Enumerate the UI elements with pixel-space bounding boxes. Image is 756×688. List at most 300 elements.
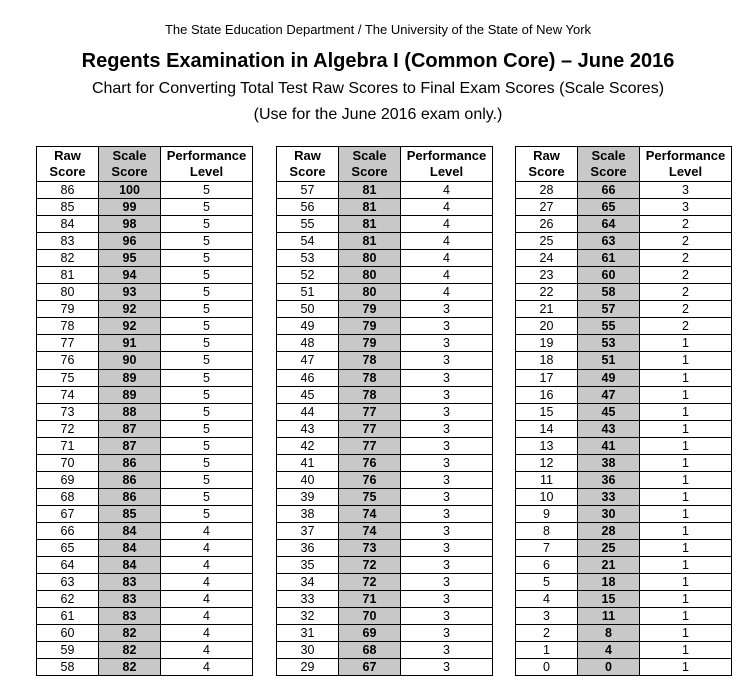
scale-score-cell: 72 [339,574,401,591]
conversion-table-1 [36,146,253,676]
performance-level-cell: 4 [401,284,493,301]
raw-score-cell: 27 [516,199,578,216]
scale-score-cell: 47 [578,386,640,403]
performance-level-cell: 1 [640,574,732,591]
scale-score-cell: 86 [99,488,161,505]
raw-score-cell: 39 [277,488,339,505]
performance-level-header: Performance Level [401,147,493,182]
table-row [277,267,493,284]
raw-score-cell: 78 [37,318,99,335]
raw-score-cell: 5 [516,574,578,591]
performance-level-cell: 5 [161,505,253,522]
table-header-row [516,147,732,182]
table-row [277,182,493,199]
table-row [516,233,732,250]
scale-score-cell: 69 [339,625,401,642]
scale-score-cell: 78 [339,369,401,386]
scale-score-cell: 57 [578,301,640,318]
scale-score-cell: 72 [339,557,401,574]
raw-score-cell: 68 [37,488,99,505]
raw-score-cell: 72 [37,420,99,437]
table-row [516,471,732,488]
table-header-row [277,147,493,182]
table-row [37,199,253,216]
table-row [516,625,732,642]
performance-level-cell: 2 [640,250,732,267]
performance-level-cell: 3 [401,522,493,539]
usage-note: (Use for the June 2016 exam only.) [253,106,503,123]
performance-level-cell: 5 [161,335,253,352]
scale-score-cell: 86 [99,454,161,471]
performance-level-cell: 1 [640,488,732,505]
table-row [516,608,732,625]
table-row [277,557,493,574]
scale-score-cell: 36 [578,471,640,488]
scale-score-cell: 45 [578,403,640,420]
performance-level-cell: 1 [640,659,732,676]
table-row [37,625,253,642]
raw-score-cell: 66 [37,522,99,539]
scale-score-cell: 80 [339,250,401,267]
performance-level-cell: 5 [161,454,253,471]
scale-score-cell: 8 [578,625,640,642]
raw-score-cell: 34 [277,574,339,591]
table-row [37,522,253,539]
performance-level-cell: 3 [401,591,493,608]
performance-level-cell: 3 [401,625,493,642]
scale-score-cell: 85 [99,505,161,522]
table-row [37,437,253,454]
performance-level-cell: 4 [401,216,493,233]
table-row [277,454,493,471]
raw-score-cell: 45 [277,386,339,403]
raw-score-cell: 58 [37,659,99,676]
raw-score-cell: 6 [516,557,578,574]
scale-score-cell: 49 [578,369,640,386]
raw-score-cell: 50 [277,301,339,318]
raw-score-cell: 64 [37,557,99,574]
performance-level-cell: 3 [401,608,493,625]
raw-score-header: Raw Score [37,147,99,182]
scale-score-cell: 79 [339,301,401,318]
performance-level-cell: 1 [640,420,732,437]
scale-score-cell: 87 [99,420,161,437]
table-row [277,216,493,233]
performance-level-cell: 5 [161,301,253,318]
scale-score-cell: 81 [339,216,401,233]
performance-level-header: Performance Level [640,147,732,182]
scale-score-cell: 77 [339,403,401,420]
performance-level-cell: 3 [401,488,493,505]
performance-level-cell: 1 [640,403,732,420]
raw-score-cell: 65 [37,539,99,556]
table-row [277,625,493,642]
raw-score-cell: 83 [37,233,99,250]
performance-level-cell: 4 [401,267,493,284]
performance-level-cell: 4 [401,233,493,250]
table-row [37,352,253,369]
scale-score-cell: 90 [99,352,161,369]
scale-score-cell: 84 [99,557,161,574]
performance-level-cell: 1 [640,522,732,539]
raw-score-cell: 81 [37,267,99,284]
performance-level-cell: 1 [640,386,732,403]
raw-score-cell: 3 [516,608,578,625]
table-row [516,454,732,471]
table-row [37,557,253,574]
raw-score-cell: 49 [277,318,339,335]
performance-level-cell: 3 [401,335,493,352]
raw-score-cell: 26 [516,216,578,233]
raw-score-cell: 24 [516,250,578,267]
raw-score-cell: 77 [37,335,99,352]
raw-score-cell: 69 [37,471,99,488]
scale-score-cell: 43 [578,420,640,437]
raw-score-cell: 11 [516,471,578,488]
scale-score-cell: 76 [339,471,401,488]
table-row [277,233,493,250]
table-row [37,284,253,301]
table-row [277,608,493,625]
table-row [37,608,253,625]
conversion-table-3 [515,146,732,676]
scale-score-cell: 81 [339,233,401,250]
performance-level-cell: 4 [401,199,493,216]
performance-level-cell: 3 [401,318,493,335]
raw-score-cell: 13 [516,437,578,454]
performance-level-cell: 1 [640,642,732,659]
performance-level-cell: 3 [401,437,493,454]
scale-score-cell: 98 [99,216,161,233]
performance-level-cell: 5 [161,182,253,199]
raw-score-cell: 55 [277,216,339,233]
raw-score-cell: 22 [516,284,578,301]
table-row [37,335,253,352]
scale-score-cell: 91 [99,335,161,352]
scale-score-cell: 89 [99,386,161,403]
scale-score-cell: 0 [578,659,640,676]
performance-level-cell: 4 [161,591,253,608]
table-row [516,318,732,335]
scale-score-cell: 99 [99,199,161,216]
table-row [37,574,253,591]
performance-level-cell: 5 [161,284,253,301]
performance-level-cell: 5 [161,233,253,250]
raw-score-cell: 20 [516,318,578,335]
raw-score-cell: 1 [516,642,578,659]
performance-level-cell: 5 [161,403,253,420]
raw-score-cell: 2 [516,625,578,642]
conversion-table-2 [276,146,493,676]
raw-score-cell: 79 [37,301,99,318]
raw-score-cell: 52 [277,267,339,284]
performance-level-cell: 5 [161,318,253,335]
raw-score-cell: 63 [37,574,99,591]
performance-level-cell: 1 [640,369,732,386]
performance-level-cell: 5 [161,488,253,505]
table-row [37,505,253,522]
scale-score-cell: 15 [578,591,640,608]
raw-score-cell: 62 [37,591,99,608]
scale-score-cell: 64 [578,216,640,233]
performance-level-cell: 3 [401,454,493,471]
performance-level-cell: 3 [401,386,493,403]
raw-score-cell: 51 [277,284,339,301]
raw-score-cell: 70 [37,454,99,471]
scale-score-cell: 68 [339,642,401,659]
chart-subtitle: Chart for Converting Total Test Raw Scores to Final Exam Scores (Scale Scores) [91,80,665,97]
table-row [516,284,732,301]
department-heading: The State Education Department / The University of the State of New York [164,22,592,37]
performance-level-cell: 1 [640,505,732,522]
performance-level-header: Performance Level [161,147,253,182]
scale-score-cell: 92 [99,318,161,335]
raw-score-cell: 32 [277,608,339,625]
raw-score-cell: 57 [277,182,339,199]
raw-score-cell: 12 [516,454,578,471]
scale-score-cell: 79 [339,318,401,335]
table-row [277,369,493,386]
performance-level-cell: 5 [161,369,253,386]
table-row [516,301,732,318]
performance-level-cell: 3 [401,574,493,591]
performance-level-cell: 3 [401,539,493,556]
performance-level-cell: 5 [161,250,253,267]
raw-score-cell: 8 [516,522,578,539]
scale-score-cell: 82 [99,659,161,676]
table-row [516,642,732,659]
scale-score-cell: 41 [578,437,640,454]
scale-score-cell: 30 [578,505,640,522]
scale-score-header: Scale Score [339,147,401,182]
performance-level-cell: 3 [401,642,493,659]
performance-level-cell: 3 [401,301,493,318]
table-row [37,250,253,267]
table-row [516,182,732,199]
scale-score-cell: 87 [99,437,161,454]
table-row [37,386,253,403]
performance-level-cell: 2 [640,216,732,233]
table-row [516,386,732,403]
performance-level-cell: 4 [161,642,253,659]
performance-level-cell: 5 [161,352,253,369]
scale-score-cell: 74 [339,505,401,522]
performance-level-cell: 1 [640,539,732,556]
raw-score-cell: 85 [37,199,99,216]
scale-score-cell: 18 [578,574,640,591]
scale-score-cell: 53 [578,335,640,352]
scale-score-cell: 60 [578,267,640,284]
table-row [516,488,732,505]
scale-score-cell: 100 [99,182,161,199]
scale-score-header: Scale Score [99,147,161,182]
scale-score-cell: 81 [339,199,401,216]
raw-score-cell: 59 [37,642,99,659]
raw-score-cell: 61 [37,608,99,625]
performance-level-cell: 3 [401,505,493,522]
scale-score-cell: 25 [578,539,640,556]
table-row [516,659,732,676]
performance-level-cell: 3 [401,352,493,369]
raw-score-cell: 36 [277,539,339,556]
raw-score-cell: 4 [516,591,578,608]
scale-score-cell: 77 [339,437,401,454]
raw-score-cell: 67 [37,505,99,522]
table-row [37,642,253,659]
scale-score-cell: 4 [578,642,640,659]
scale-score-cell: 79 [339,335,401,352]
table-row [277,335,493,352]
scale-score-cell: 82 [99,625,161,642]
scale-score-cell: 80 [339,284,401,301]
scale-score-cell: 55 [578,318,640,335]
scale-score-cell: 61 [578,250,640,267]
raw-score-cell: 48 [277,335,339,352]
raw-score-cell: 46 [277,369,339,386]
raw-score-cell: 15 [516,403,578,420]
raw-score-cell: 25 [516,233,578,250]
performance-level-cell: 1 [640,335,732,352]
raw-score-cell: 29 [277,659,339,676]
raw-score-cell: 53 [277,250,339,267]
table-row [277,522,493,539]
table-row [277,437,493,454]
table-row [37,301,253,318]
table-row [37,659,253,676]
table-row [277,471,493,488]
table-row [516,522,732,539]
scale-score-cell: 67 [339,659,401,676]
table-row [277,318,493,335]
raw-score-cell: 37 [277,522,339,539]
table-row [37,539,253,556]
raw-score-cell: 19 [516,335,578,352]
performance-level-cell: 4 [161,574,253,591]
performance-level-cell: 1 [640,591,732,608]
performance-level-cell: 2 [640,233,732,250]
scale-score-cell: 83 [99,608,161,625]
performance-level-cell: 2 [640,284,732,301]
scale-score-cell: 81 [339,182,401,199]
table-row [277,403,493,420]
table-row [277,539,493,556]
table-row [277,505,493,522]
raw-score-cell: 35 [277,557,339,574]
scale-score-cell: 74 [339,522,401,539]
scale-score-cell: 86 [99,471,161,488]
performance-level-cell: 1 [640,437,732,454]
raw-score-header: Raw Score [277,147,339,182]
raw-score-cell: 73 [37,403,99,420]
table-row [37,369,253,386]
raw-score-cell: 30 [277,642,339,659]
raw-score-cell: 10 [516,488,578,505]
raw-score-cell: 56 [277,199,339,216]
table-row [516,505,732,522]
raw-score-cell: 42 [277,437,339,454]
table-row [516,591,732,608]
table-row [277,199,493,216]
performance-level-cell: 3 [401,420,493,437]
table-row [516,539,732,556]
performance-level-cell: 3 [401,471,493,488]
table-row [516,352,732,369]
performance-level-cell: 1 [640,471,732,488]
performance-level-cell: 4 [161,539,253,556]
scale-score-cell: 94 [99,267,161,284]
scale-score-cell: 33 [578,488,640,505]
table-row [516,369,732,386]
table-row [516,216,732,233]
scale-score-cell: 76 [339,454,401,471]
exam-title: Regents Examination in Algebra I (Common Core) – June 2016 [81,50,675,72]
raw-score-cell: 47 [277,352,339,369]
scale-score-cell: 95 [99,250,161,267]
scale-score-cell: 58 [578,284,640,301]
scale-score-cell: 66 [578,182,640,199]
scale-score-cell: 84 [99,539,161,556]
table-row [37,471,253,488]
raw-score-header: Raw Score [516,147,578,182]
scale-score-cell: 11 [578,608,640,625]
raw-score-cell: 28 [516,182,578,199]
table-row [516,437,732,454]
performance-level-cell: 3 [401,403,493,420]
scale-score-cell: 75 [339,488,401,505]
raw-score-cell: 80 [37,284,99,301]
performance-level-cell: 1 [640,454,732,471]
performance-level-cell: 2 [640,267,732,284]
table-row [516,420,732,437]
table-row [277,301,493,318]
scale-score-cell: 78 [339,386,401,403]
table-row [37,267,253,284]
table-row [37,233,253,250]
performance-level-cell: 3 [640,182,732,199]
table-row [37,591,253,608]
scale-score-cell: 63 [578,233,640,250]
scale-score-cell: 38 [578,454,640,471]
raw-score-cell: 18 [516,352,578,369]
performance-level-cell: 4 [401,182,493,199]
performance-level-cell: 4 [161,659,253,676]
table-row [37,216,253,233]
raw-score-cell: 7 [516,539,578,556]
table-row [277,642,493,659]
raw-score-cell: 31 [277,625,339,642]
table-row [516,403,732,420]
raw-score-cell: 38 [277,505,339,522]
performance-level-cell: 5 [161,437,253,454]
performance-level-cell: 4 [401,250,493,267]
performance-level-cell: 5 [161,216,253,233]
raw-score-cell: 43 [277,420,339,437]
performance-level-cell: 1 [640,608,732,625]
scale-score-cell: 51 [578,352,640,369]
raw-score-cell: 33 [277,591,339,608]
table-row [37,488,253,505]
raw-score-cell: 54 [277,233,339,250]
performance-level-cell: 5 [161,386,253,403]
scale-score-cell: 21 [578,557,640,574]
table-row [37,182,253,199]
raw-score-cell: 60 [37,625,99,642]
performance-level-cell: 4 [161,522,253,539]
raw-score-cell: 41 [277,454,339,471]
scale-score-cell: 73 [339,539,401,556]
table-header-row [37,147,253,182]
performance-level-cell: 4 [161,557,253,574]
